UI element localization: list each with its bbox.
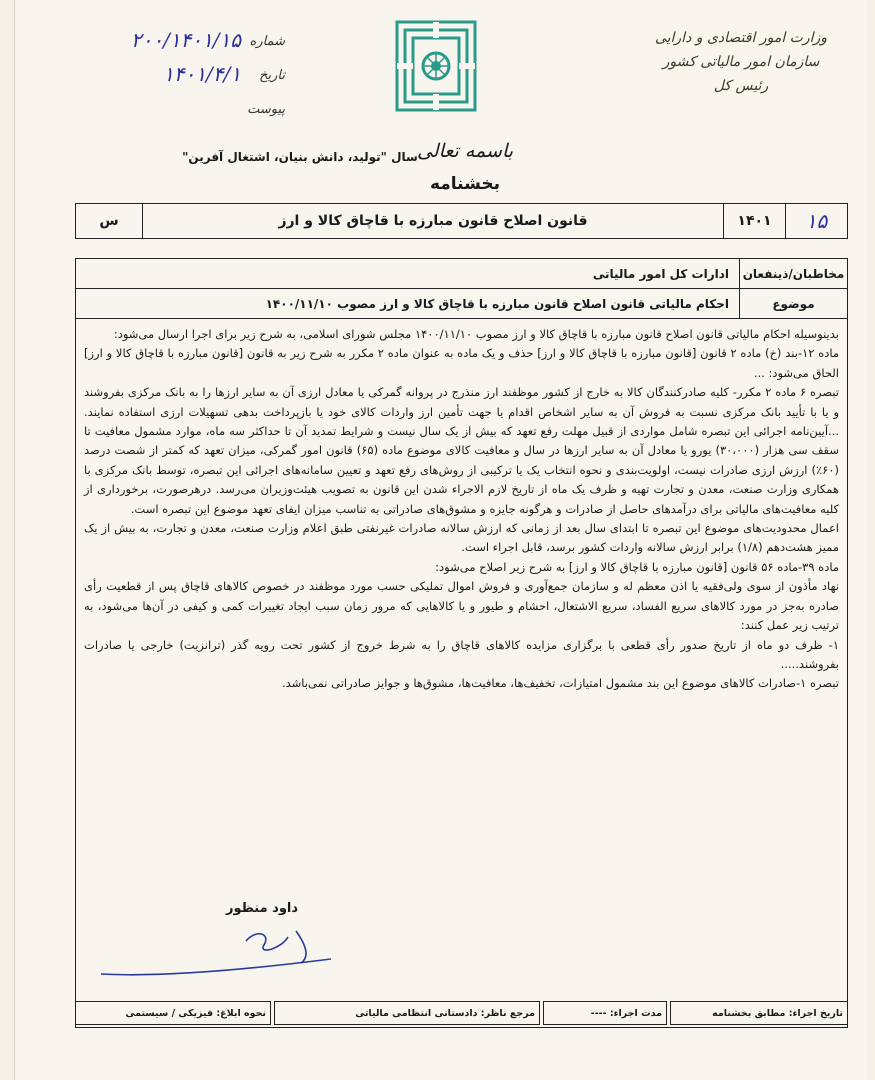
body-paragraph: اعمال محدودیت‌های موضوع این تبصره تا ابتدای سال بعد از زمانی که ارزش سالانه صادرات غیرنفتی طبق اعلام وزارت صنعت، معدن و تجارت، به بیش از یک ممیز هشت‌دهم (۱/۸) برابر ارزش سالانه واردات کشور برسد، قابل اجراء است. — [84, 521, 839, 555]
classification: س — [99, 213, 119, 229]
supervisor: مرجع ناظر: دادستانی انتظامی مالیاتی — [274, 1001, 540, 1025]
notification-method: نحوه ابلاغ: فیزیکی / سیستمی — [75, 1001, 271, 1025]
body-paragraph: نهاد مأذون از سوی ولی‌فقیه یا اذن معظم له و سازمان جمع‌آوری و فروش اموال تملیکی حسب مورد موظفند در خصوص کالاهای قاچاق پس از قطعیت رأی صادره به‌جز در مورد کالاهای سریع الفساد، سریع الاشتعال، احشام و طیور و یا کالاهایی که مرور زمان سبب ایجاد تغییرات کمی و کیفی در آن‌ها می‌شود، به ترتیب زیر عمل کنند: — [84, 579, 839, 633]
subject-row — [76, 289, 847, 319]
footer-row — [75, 1001, 848, 1025]
number-label: شماره — [249, 34, 285, 49]
ministry-line: وزارت امور اقتصادی و دارایی — [654, 30, 828, 46]
subject-label: موضوع — [739, 289, 847, 318]
body-paragraph: تبصره ۶ ماده ۲ مکرر- کلیه صادرکنندگان کالا به خارج از کشور موظفند ارز منذرج در پروانه گمرکی یا معادل ارزی آن به سایر ارزها را به بانک مرکزی بفروشند و یا با تأیید بانک مرکزی نسبت به فروش آن به سایر اشخاص اقدام یا جهت تأمین ارز واردات کالای خود یا بازپرداخت بدهی تسهیلات ارزی استفاده نمایند. ...آیین‌نامه اجرائی این تبصره شامل مواردی از قبیل مهلت رفع تعهد که بیش از یک سال نیست و شرایط تمدید آن تا حداکثر سه ماه، موارد مشمول معافیت تا سقف سی هزار (۳۰،۰۰۰) یورو یا معادل آن به سایر ارزها در سال و معافیت کالای موضوع ماده (۶۵) قانون امور گمرکی، میزان تعهد که کمتر از شصت درصد (۶۰٪) ارزش ارزی صادرات نیست، اولویت‌بندی و نحوه انتخاب یک یا ترکیبی از روش‌های رفع تعهد و تعیین سامانه‌های اجرائی این تبصره، توسط بانک مرکزی با همکاری وزارت صنعت، معدن و تجارت تهیه و ظرف یک ماه از تاریخ لازم الاجراء شدن این قانون به تصویب هیئت‌وزیران می‌رسد. درهرصورت، برخورداری از کلیه معافیت‌های مالیاتی برای درآمدهای حاصل از صادرات و هرگونه جایزه و مشوق‌های صادراتی به تناسب میزان ایفای تعهد موضوع این تبصره است. — [84, 385, 840, 516]
year-slogan: سال "تولید، دانش بنیان، اشتغال آفرین" — [182, 150, 418, 164]
body-text — [76, 319, 847, 694]
subject-value: احکام مالیاتی قانون اصلاح قانون مبارزه با قاچاق کالا و ارز مصوب ۱۴۰۰/۱۱/۱۰ — [265, 296, 729, 311]
letter-date: ۱۴۰۱/۴/۱ — [163, 62, 241, 86]
addressee-label: مخاطبان/ذینفعان — [739, 259, 847, 288]
ministry-header — [641, 26, 841, 98]
circular-title-box — [75, 203, 848, 239]
tax-organization-logo-icon — [395, 20, 477, 112]
basmala: باسمه تعالی — [416, 140, 514, 162]
body-paragraph: ماده ۱۲-بند (خ) ماده ۲ قانون [قانون مبارزه با قاچاق کالا و ارز] حذف و یک ماده به عنوان ماده ۲ مکرر به شرح زیر به قانون [قانون مبارزه با قاچاق کالا و ارز] الحاق می‌شود: ... — [84, 346, 840, 380]
letter-number: ۲۰۰/۱۴۰۱/۱۵ — [130, 28, 241, 52]
circular-year: ۱۴۰۱ — [723, 204, 785, 238]
document-type: بخشنامه — [429, 174, 501, 194]
body-paragraph: ۱- ظرف دو ماه از تاریخ صدور رأی قطعی با برگزاری مزایده کالاهای قاچاق را به شرط خروج از کشور تحت رویه گذر (ترانزیت) خارجی یا صادرات بفروشند..... — [84, 637, 839, 671]
circular-number: ۱۵ — [785, 204, 847, 238]
letter-meta — [95, 28, 285, 130]
attachment-label: پیوست — [247, 102, 285, 117]
signer-name: داود منظور — [226, 901, 299, 916]
body-paragraph: بدینوسیله احکام مالیاتی قانون اصلاح قانون مبارزه با قاچاق کالا و ارز مصوب ۱۴۰۰/۱۱/۱۰ مجلس شورای اسلامی، به شرح زیر برای اجرا ارسال می‌شود: — [113, 327, 839, 341]
ministry-line: رئیس کل — [713, 78, 769, 94]
validity: مدت اجراء: ---- — [543, 1001, 667, 1025]
signature-icon — [96, 919, 336, 989]
addressee-row — [76, 259, 847, 289]
document-page — [14, 0, 867, 1080]
addressee-value: ادارات کل امور مالیاتی — [592, 266, 729, 281]
circular-subject: قانون اصلاح قانون مبارزه با قاچاق کالا و ارز — [142, 204, 723, 238]
body-paragraph: تبصره ۱-صادرات کالاهای موضوع این بند مشمول امتیازات، تخفیف‌ها، معافیت‌ها، مشوق‌ها و جوایز صادراتی نمی‌باشد. — [281, 676, 839, 691]
circular-body-box — [75, 258, 848, 1028]
date-label: تاریخ — [259, 68, 285, 83]
exec-date: تاریخ اجراء: مطابق بخشنامه — [670, 1001, 848, 1025]
body-paragraph: ماده ۳۹-ماده ۵۶ قانون [قانون مبارزه با قاچاق کالا و ارز] به شرح زیر اصلاح می‌شود: — [435, 559, 839, 574]
ministry-line: سازمان امور مالیاتی کشور — [662, 54, 820, 70]
